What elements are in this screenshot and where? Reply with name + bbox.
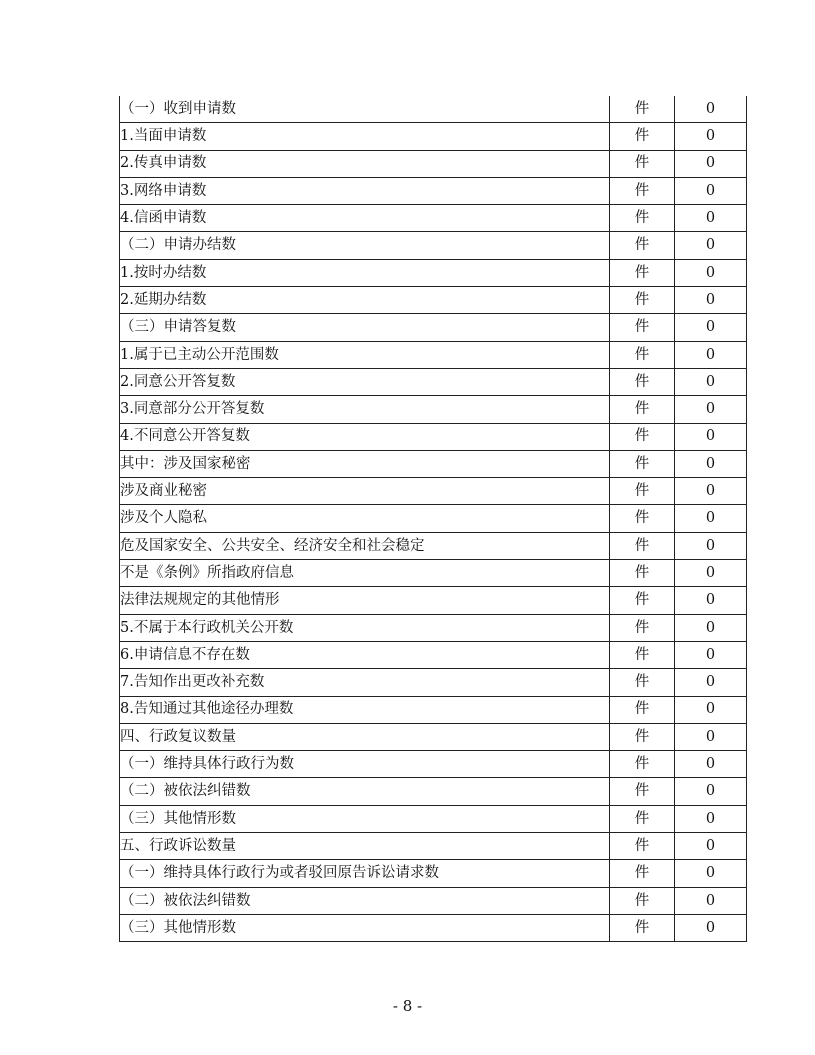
- row-unit: 件: [610, 669, 675, 696]
- table-row: [120, 177, 747, 204]
- row-label: 8.告知通过其他途径办理数: [120, 696, 610, 723]
- row-label: 2.同意公开答复数: [120, 368, 610, 395]
- row-label: 1.属于已主动公开范围数: [120, 341, 610, 368]
- table-row: [120, 914, 747, 941]
- row-label: 5.不属于本行政机关公开数: [120, 614, 610, 641]
- table-row: [120, 368, 747, 395]
- row-label: （一）维持具体行政行为数: [120, 751, 610, 778]
- row-label: （三）其他情形数: [120, 805, 610, 832]
- row-label: 1.当面申请数: [120, 123, 610, 150]
- row-value: 0: [675, 478, 747, 505]
- table-row: [120, 259, 747, 286]
- table-row: [120, 860, 747, 887]
- row-label: （三）其他情形数: [120, 914, 610, 941]
- row-unit: 件: [610, 778, 675, 805]
- table-row: [120, 341, 747, 368]
- row-unit: 件: [610, 833, 675, 860]
- row-label: 涉及个人隐私: [120, 505, 610, 532]
- row-value: 0: [675, 505, 747, 532]
- row-value: 0: [675, 150, 747, 177]
- row-unit: 件: [610, 232, 675, 259]
- row-value: 0: [675, 450, 747, 477]
- table-row: [120, 232, 747, 259]
- row-label: 其中：涉及国家秘密: [120, 450, 610, 477]
- row-label: （一）维持具体行政行为或者驳回原告诉讼请求数: [120, 860, 610, 887]
- row-value: 0: [675, 396, 747, 423]
- row-value: 0: [675, 669, 747, 696]
- row-label: 7.告知作出更改补充数: [120, 669, 610, 696]
- row-unit: 件: [610, 341, 675, 368]
- row-value: 0: [675, 314, 747, 341]
- table-row: [120, 696, 747, 723]
- row-label: 危及国家安全、公共安全、经济安全和社会稳定: [120, 532, 610, 559]
- row-value: 0: [675, 96, 747, 123]
- row-value: 0: [675, 778, 747, 805]
- row-value: 0: [675, 232, 747, 259]
- row-value: 0: [675, 532, 747, 559]
- table-row: [120, 96, 747, 123]
- row-value: 0: [675, 641, 747, 668]
- table-row: [120, 123, 747, 150]
- row-unit: 件: [610, 396, 675, 423]
- row-label: 4.信函申请数: [120, 205, 610, 232]
- row-value: 0: [675, 860, 747, 887]
- row-unit: 件: [610, 641, 675, 668]
- row-unit: 件: [610, 560, 675, 587]
- row-value: 0: [675, 751, 747, 778]
- row-label: 五、行政诉讼数量: [120, 833, 610, 860]
- row-label: 涉及商业秘密: [120, 478, 610, 505]
- table-row: [120, 505, 747, 532]
- row-unit: 件: [610, 314, 675, 341]
- statistics-table-container: [119, 96, 743, 942]
- row-unit: 件: [610, 614, 675, 641]
- row-value: 0: [675, 833, 747, 860]
- row-unit: 件: [610, 259, 675, 286]
- table-row: [120, 450, 747, 477]
- row-value: 0: [675, 887, 747, 914]
- row-value: 0: [675, 696, 747, 723]
- row-label: （二）被依法纠错数: [120, 778, 610, 805]
- row-unit: 件: [610, 587, 675, 614]
- statistics-table-body: [120, 96, 747, 942]
- row-value: 0: [675, 423, 747, 450]
- statistics-table: [119, 96, 747, 942]
- row-unit: 件: [610, 150, 675, 177]
- row-label: 不是《条例》所指政府信息: [120, 560, 610, 587]
- row-unit: 件: [610, 423, 675, 450]
- row-label: （二）申请办结数: [120, 232, 610, 259]
- table-row: [120, 751, 747, 778]
- row-value: 0: [675, 368, 747, 395]
- row-label: 4.不同意公开答复数: [120, 423, 610, 450]
- table-row: [120, 641, 747, 668]
- table-row: [120, 150, 747, 177]
- table-row: [120, 778, 747, 805]
- row-label: 6.申请信息不存在数: [120, 641, 610, 668]
- table-row: [120, 423, 747, 450]
- row-label: （二）被依法纠错数: [120, 887, 610, 914]
- row-unit: 件: [610, 505, 675, 532]
- row-label: 1.按时办结数: [120, 259, 610, 286]
- row-value: 0: [675, 614, 747, 641]
- row-unit: 件: [610, 478, 675, 505]
- row-value: 0: [675, 341, 747, 368]
- row-unit: 件: [610, 751, 675, 778]
- row-label: 3.同意部分公开答复数: [120, 396, 610, 423]
- row-unit: 件: [610, 696, 675, 723]
- row-unit: 件: [610, 532, 675, 559]
- row-label: 3.网络申请数: [120, 177, 610, 204]
- table-row: [120, 532, 747, 559]
- row-unit: 件: [610, 287, 675, 314]
- row-unit: 件: [610, 96, 675, 123]
- table-row: [120, 478, 747, 505]
- row-unit: 件: [610, 177, 675, 204]
- row-value: 0: [675, 205, 747, 232]
- row-label: 四、行政复议数量: [120, 723, 610, 750]
- row-unit: 件: [610, 887, 675, 914]
- table-row: [120, 287, 747, 314]
- row-value: 0: [675, 287, 747, 314]
- row-unit: 件: [610, 368, 675, 395]
- page-number: - 8 -: [392, 997, 423, 1015]
- row-value: 0: [675, 723, 747, 750]
- row-label: （三）申请答复数: [120, 314, 610, 341]
- table-row: [120, 205, 747, 232]
- row-value: 0: [675, 123, 747, 150]
- row-unit: 件: [610, 860, 675, 887]
- table-row: [120, 560, 747, 587]
- table-row: [120, 887, 747, 914]
- row-unit: 件: [610, 450, 675, 477]
- row-value: 0: [675, 560, 747, 587]
- table-row: [120, 587, 747, 614]
- table-row: [120, 314, 747, 341]
- row-label: 2.延期办结数: [120, 287, 610, 314]
- row-label: 法律法规规定的其他情形: [120, 587, 610, 614]
- row-value: 0: [675, 805, 747, 832]
- row-unit: 件: [610, 205, 675, 232]
- row-label: 2.传真申请数: [120, 150, 610, 177]
- row-unit: 件: [610, 805, 675, 832]
- row-value: 0: [675, 259, 747, 286]
- table-row: [120, 723, 747, 750]
- table-row: [120, 805, 747, 832]
- row-value: 0: [675, 177, 747, 204]
- row-unit: 件: [610, 723, 675, 750]
- table-row: [120, 614, 747, 641]
- row-label: （一）收到申请数: [120, 96, 610, 123]
- row-value: 0: [675, 587, 747, 614]
- table-row: [120, 396, 747, 423]
- row-unit: 件: [610, 914, 675, 941]
- row-unit: 件: [610, 123, 675, 150]
- row-value: 0: [675, 914, 747, 941]
- table-row: [120, 669, 747, 696]
- table-row: [120, 833, 747, 860]
